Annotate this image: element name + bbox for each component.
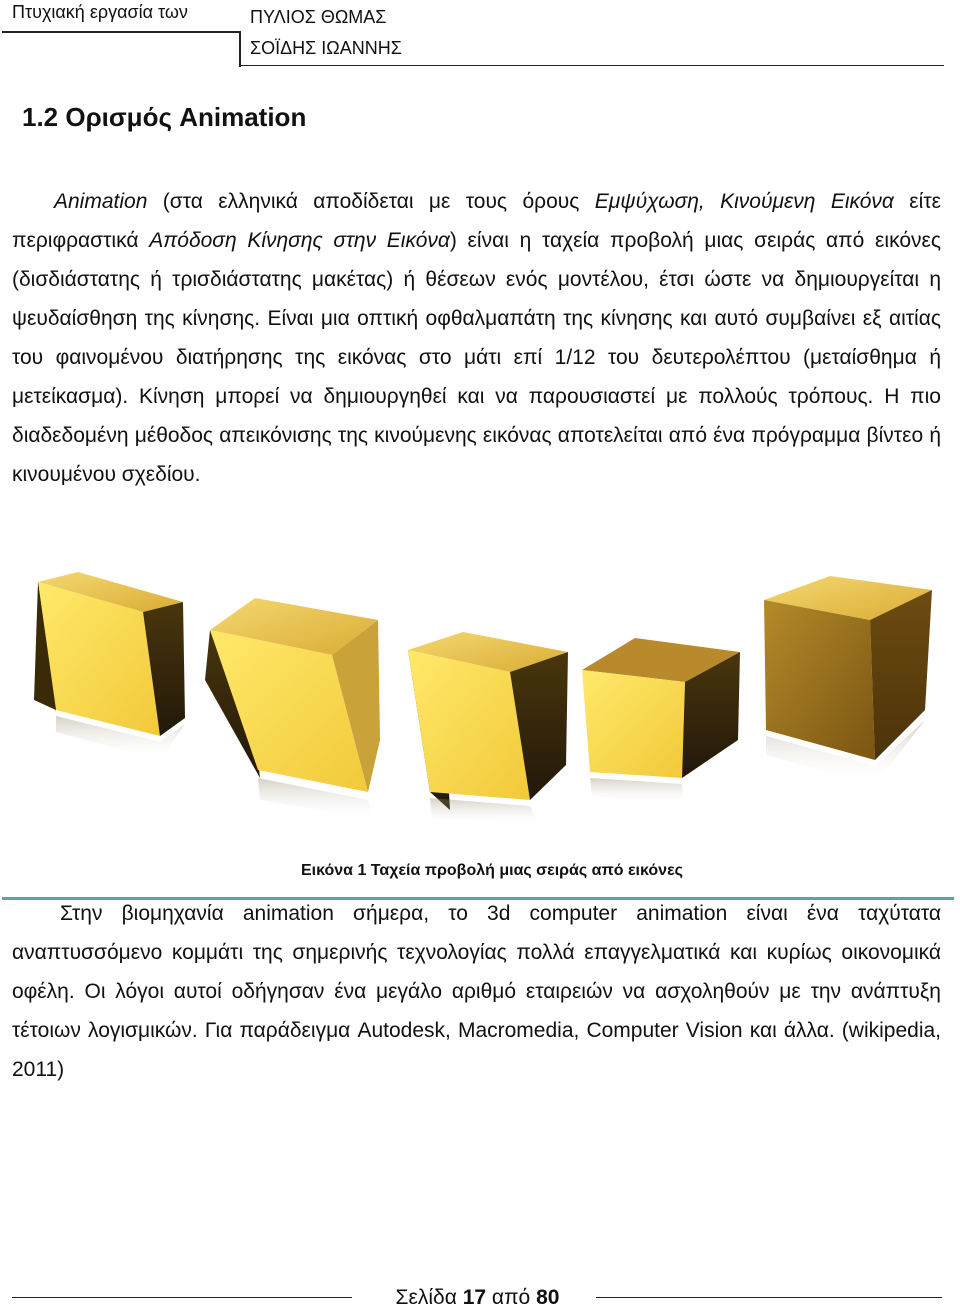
paragraph-1 (12, 182, 941, 494)
header-left-text: Πτυχιακή εργασία των (12, 2, 188, 22)
para1-term-animation: Animation (54, 190, 148, 213)
cube-2 (205, 598, 380, 820)
page-footer (0, 1286, 955, 1310)
para1-text-c: ) είναι η ταχεία προβολή μιας σειράς από εικόνες (δισδιάστατης ή τρισδιάστατης μακέτας) ή θέσεων ενός μοντέλου, έτσι ώστε να δημιουργείται η ψευδαίσθηση της κίνησης. Είναι μια οπτική οφθαλμαπάτη της κίνησης και αυτό συμβαίνει εξ αιτίας του φαινομένου διατήρησης της εικόνας στο μάτι επί 1/12 του δευτερολέπτου (μεταίσθημα ή μετείκασμα). Κίνηση μπορεί να δημιουργηθεί και να παρουσιαστεί με πολλούς τρόπους. Η πιο διαδεδομένη μέθοδος απεικόνισης της κινούμενης εικόνας αποτελείται από ένα πρόγραμμα βίντεο ή κινουμένου σχεδίου. (12, 229, 941, 486)
footer-total-pages: 80 (536, 1286, 560, 1309)
cube-1 (34, 572, 185, 760)
cubes-figure (20, 560, 940, 830)
paragraph-2: Στην βιομηχανία animation σήμερα, το 3d computer animation είναι ένα ταχύτατα αναπτυσσόμενο κομμάτι της σημερινής τεχνολογίας πολλά επαγγελματικά και κυρίως οικονομικά οφέλη. Οι λόγοι αυτοί οδήγησαν ένα μεγάλο αριθμό εταιρειών να ασχοληθούν με την ανάπτυξη τέτοιων λογισμικών. Για παράδειγμα Autodesk, Macromedia, Computer Vision και άλλα. (wikipedia, 2011) (12, 902, 941, 1081)
cube-3 (408, 632, 568, 826)
para1-text-b: είτε περιφραστικά (12, 190, 941, 252)
header-author-1: ΠΥΛΙΟΣ ΘΩΜΑΣ (250, 7, 387, 27)
header-rule-left (2, 31, 240, 33)
header-rule-right (239, 65, 944, 66)
figure-caption: Εικόνα 1 Ταχεία προβολή μιας σειράς από εικόνες (301, 862, 683, 879)
header-author-2: ΣΟΪΔΗΣ ΙΩΑΝΝΗΣ (250, 38, 402, 58)
header-rule-vertical (239, 31, 241, 67)
footer-of-label: από (486, 1286, 537, 1309)
footer-page-label: Σελίδα (395, 1286, 463, 1309)
cube-4 (582, 638, 740, 804)
para1-term-periphrastic: Απόδοση Κίνησης στην Εικόνα (149, 229, 450, 252)
footer-page-number: 17 (462, 1286, 487, 1309)
header-authors (250, 2, 402, 64)
para1-term-greek: Εμψύχωση, Κινούμενη Εικόνα (594, 190, 894, 213)
para1-text-a: (στα ελληνικά αποδίδεται με τους όρους (147, 190, 595, 213)
cube-5 (764, 576, 932, 785)
section-title: 1.2 Ορισμός Animation (22, 102, 307, 132)
